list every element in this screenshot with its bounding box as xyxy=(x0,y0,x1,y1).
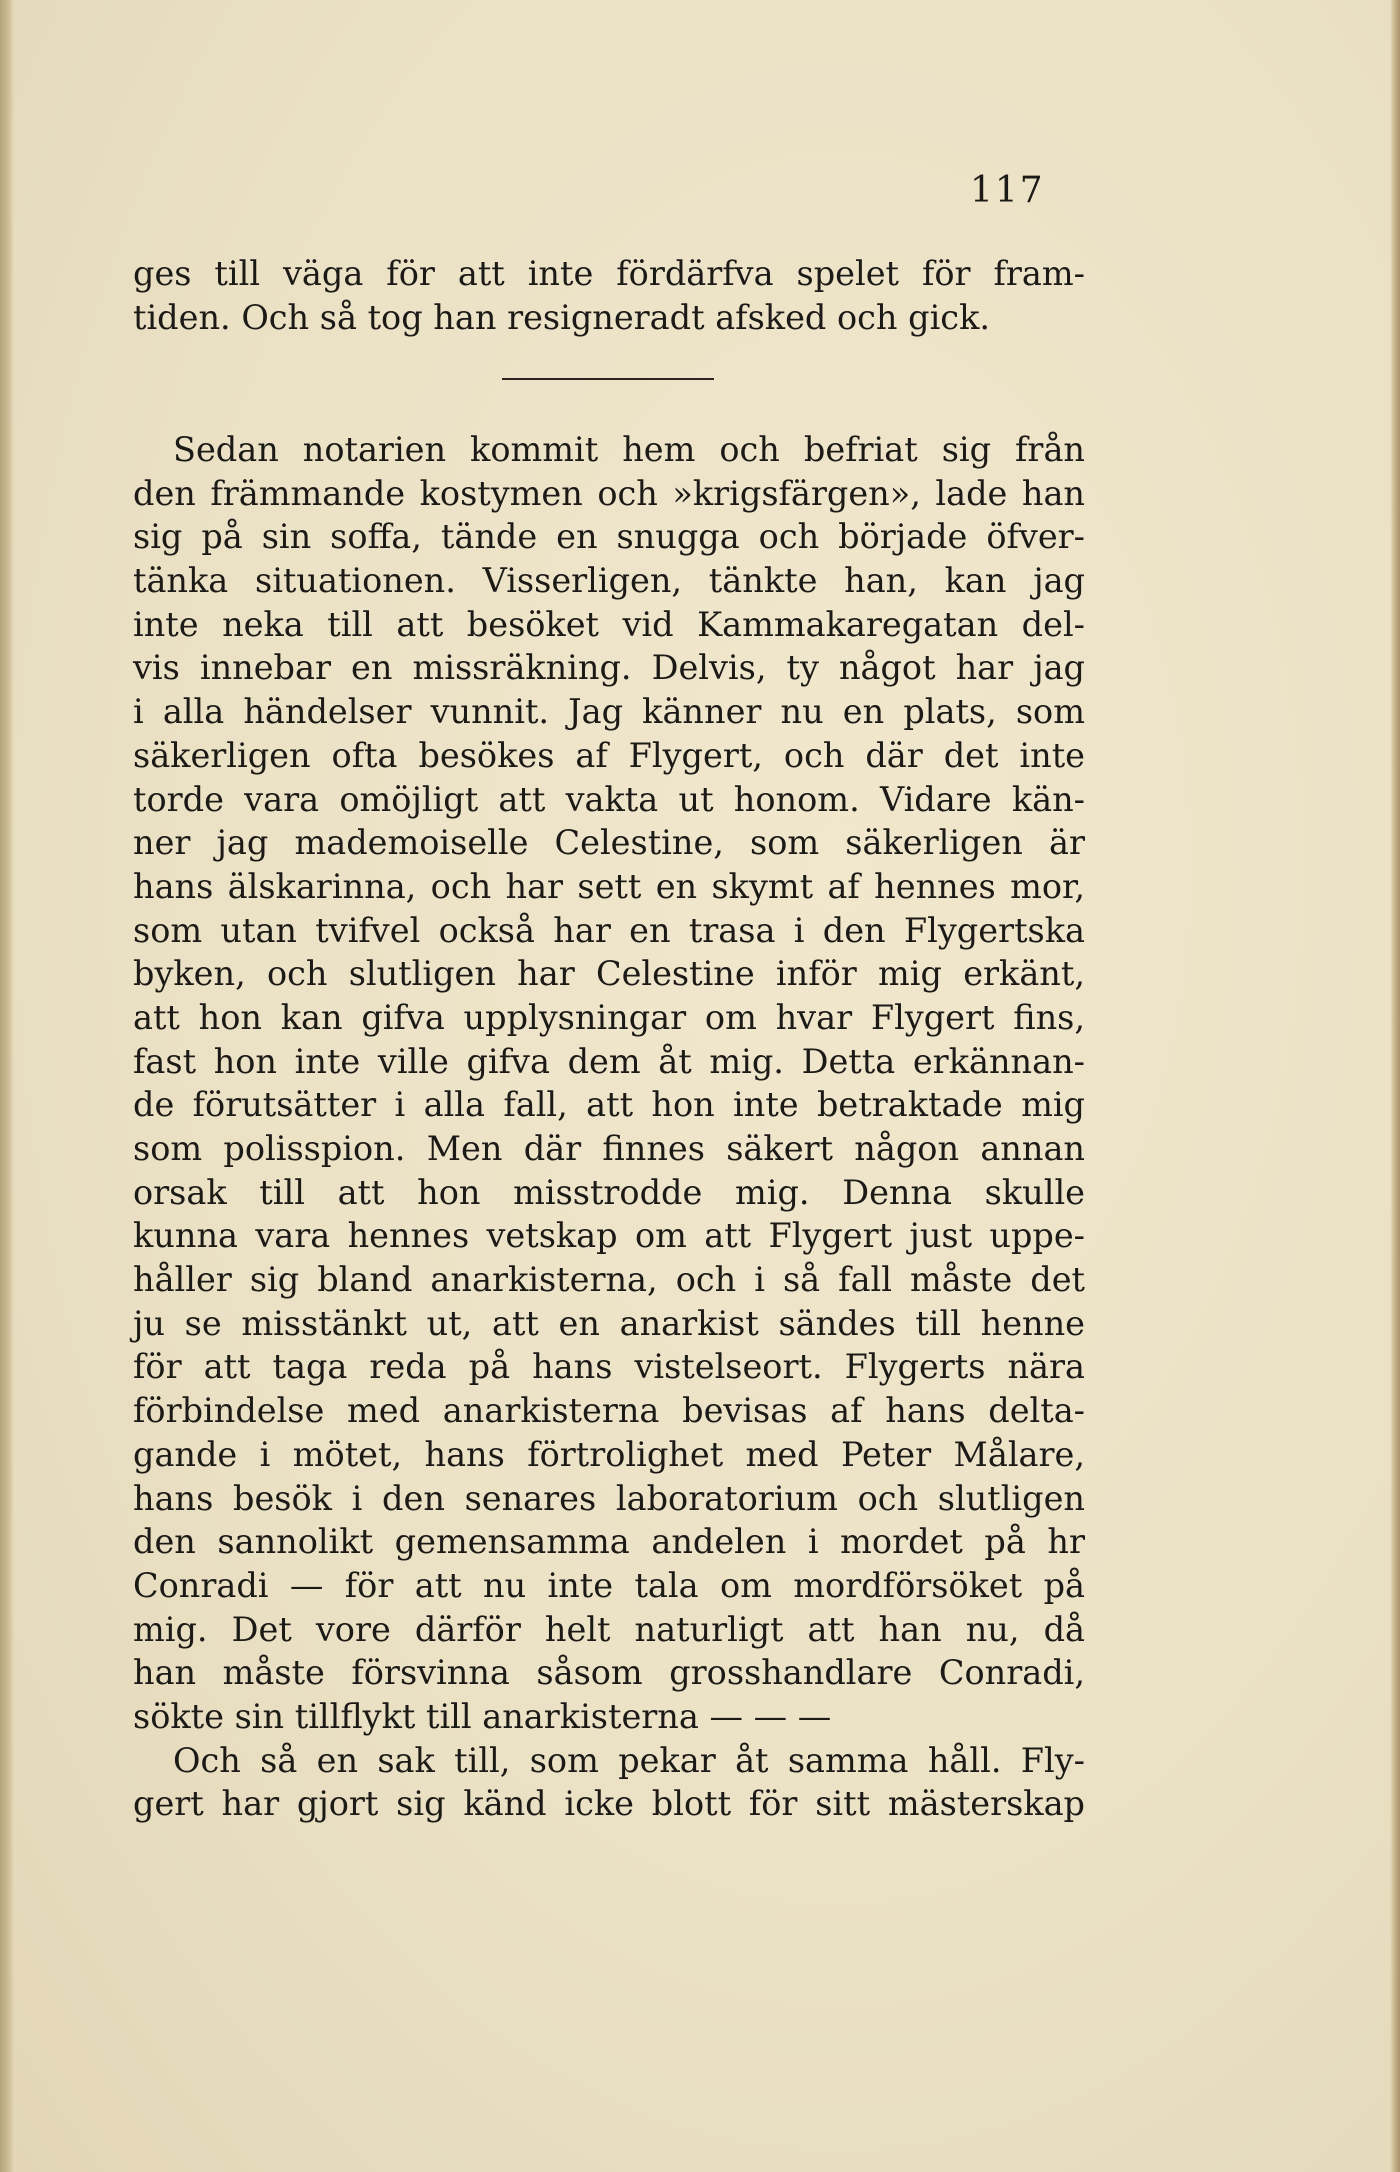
text-line: Sedan notarien kommit hem och befriat sig från xyxy=(173,430,1085,469)
paragraph-1 xyxy=(133,252,1085,339)
text-line: ges till väga för att inte fördärfva spelet för fram- xyxy=(133,254,1085,293)
text-line: orsak till att hon misstrodde mig. Denna skulle xyxy=(133,1172,1085,1212)
text-line: mig. Det vore därför helt naturligt att han nu, då xyxy=(133,1609,1085,1649)
page-left-edge xyxy=(0,0,14,2172)
page-right-edge xyxy=(1390,0,1400,2172)
text-line: gert har gjort sig känd icke blott för sitt mästerskap xyxy=(133,1784,1085,1824)
text-line: Conradi — för att nu inte tala om mordförsöket på xyxy=(133,1565,1085,1605)
text-line: sig på sin soffa, tände en snugga och började öfver- xyxy=(133,517,1085,557)
text-line: inte neka till att besöket vid Kammakaregatan del- xyxy=(133,604,1085,644)
text-line: gande i mötet, hans förtrolighet med Peter Målare, xyxy=(133,1434,1085,1474)
text-line: säkerligen ofta besökes af Flygert, och där det inte xyxy=(133,735,1085,775)
text-line: hans besök i den senares laboratorium och slutligen xyxy=(133,1478,1085,1518)
paragraph-2 xyxy=(133,428,1085,1826)
text-line: sökte sin tillflykt till anarkisterna — — — xyxy=(133,1696,832,1736)
text-line: den sannolikt gemensamma andelen i mordet på hr xyxy=(133,1522,1085,1562)
text-line: tänka situationen. Visserligen, tänkte han, kan jag xyxy=(133,561,1085,601)
text-line: de förutsätter i alla fall, att hon inte betraktade mig xyxy=(133,1085,1085,1125)
text-line: han måste försvinna såsom grosshandlare Conradi, xyxy=(133,1653,1085,1693)
text-line: förbindelse med anarkisterna bevisas af hans delta- xyxy=(133,1391,1085,1431)
text-line: som polisspion. Men där finnes säkert någon annan xyxy=(133,1129,1085,1168)
text-line: kunna vara hennes vetskap om att Flygert just uppe- xyxy=(133,1216,1085,1256)
page-number: 117 xyxy=(970,170,1045,211)
text-line: håller sig bland anarkisterna, och i så fall måste det xyxy=(133,1260,1085,1300)
text-line: ner jag mademoiselle Celestine, som säkerligen är xyxy=(133,823,1085,863)
section-divider xyxy=(502,378,714,380)
text-line: torde vara omöjligt att vakta ut honom. Vidare kän- xyxy=(133,779,1085,819)
text-line: för att taga reda på hans vistelseort. Flygerts nära xyxy=(133,1347,1085,1387)
text-line: hans älskarinna, och har sett en skymt af hennes mor, xyxy=(133,866,1085,906)
text-line: att hon kan gifva upplysningar om hvar Flygert fins, xyxy=(133,997,1085,1037)
text-line: fast hon inte ville gifva dem åt mig. Detta erkännan- xyxy=(133,1041,1085,1081)
text-line: ju se misstänkt ut, att en anarkist sändes till henne xyxy=(133,1303,1085,1343)
text-line: som utan tvifvel också har en trasa i den Flygertska xyxy=(133,910,1085,950)
text-line: Och så en sak till, som pekar åt samma håll. Fly- xyxy=(173,1740,1085,1780)
text-line: den främmande kostymen och »krigsfärgen», lade han xyxy=(133,473,1085,513)
text-line: tiden. Och så tog han resigneradt afsked och gick. xyxy=(133,297,991,337)
text-line: byken, och slutligen har Celestine inför mig erkänt, xyxy=(133,954,1085,994)
text-line: vis innebar en missräkning. Delvis, ty något har jag xyxy=(133,648,1085,688)
text-line: i alla händelser vunnit. Jag känner nu en plats, som xyxy=(133,692,1085,732)
